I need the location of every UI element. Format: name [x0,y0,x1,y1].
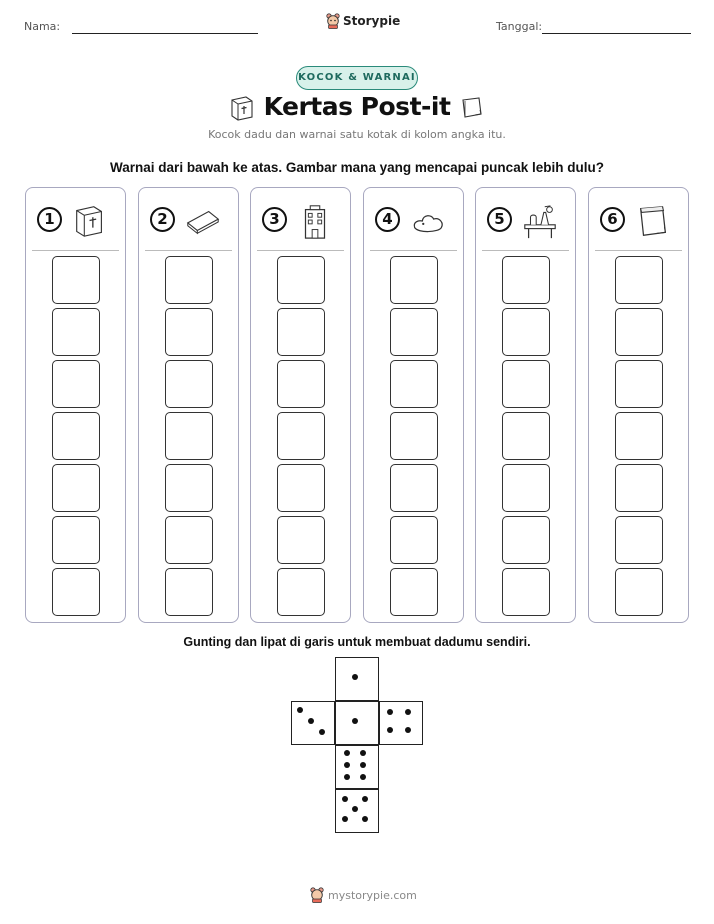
color-box[interactable] [52,516,100,564]
color-box[interactable] [390,516,438,564]
column-6 [588,187,689,623]
building-icon [295,202,335,240]
bible-icon [70,202,110,240]
dice-face-top [335,657,379,701]
brand-name: Storypie [343,14,401,28]
instruction: Warnai dari bawah ke atas. Gambar mana yang mencapai puncak lebih dulu? [110,160,604,175]
dice-pip [344,750,350,756]
date-label: Tanggal: [496,20,543,33]
dice-face-center [335,701,379,745]
column-2 [138,187,239,623]
dice-pip [405,727,411,733]
column-divider [145,250,232,251]
column-divider [370,250,457,251]
sticky-note-icon [459,95,485,121]
dice-pip [405,709,411,715]
column-1 [25,187,126,623]
color-box[interactable] [277,360,325,408]
dice-pip [352,674,358,680]
color-box[interactable] [165,256,213,304]
color-box[interactable] [390,412,438,460]
dice-pip [342,796,348,802]
dice-pip [319,729,325,735]
color-box[interactable] [615,412,663,460]
lab-table-icon [520,202,560,240]
column-number: 6 [600,207,625,232]
color-box[interactable] [390,568,438,616]
brand-logo [326,13,400,29]
activity-badge: KOCOK & WARNAI [296,66,418,90]
name-label: Nama: [24,20,61,33]
column-divider [32,250,119,251]
color-box[interactable] [52,256,100,304]
color-box[interactable] [502,568,550,616]
dice-pip [308,718,314,724]
color-box[interactable] [277,308,325,356]
color-box[interactable] [277,516,325,564]
color-box[interactable] [277,464,325,512]
dice-pip [297,707,303,713]
color-box[interactable] [502,516,550,564]
color-box[interactable] [502,360,550,408]
name-line[interactable] [72,33,258,34]
slime-icon [408,202,448,240]
dice-pip [362,816,368,822]
color-box[interactable] [502,308,550,356]
column-number: 1 [37,207,62,232]
column-number: 4 [375,207,400,232]
color-box[interactable] [502,256,550,304]
color-box[interactable] [165,568,213,616]
color-box[interactable] [52,464,100,512]
color-box[interactable] [165,360,213,408]
color-box[interactable] [277,412,325,460]
dice-face-left [291,701,335,745]
column-number: 2 [150,207,175,232]
column-5 [475,187,576,623]
dice-pip [360,774,366,780]
color-box[interactable] [52,360,100,408]
color-box[interactable] [502,464,550,512]
dice-pip [360,750,366,756]
column-divider [482,250,569,251]
dice-pip [344,774,350,780]
color-box[interactable] [277,256,325,304]
color-box[interactable] [165,464,213,512]
date-line[interactable] [542,33,691,34]
dice-face-bottom [335,789,379,833]
color-box[interactable] [615,360,663,408]
dice-face-right [379,701,423,745]
page-title: Kertas Post-it [263,92,451,121]
column-3 [250,187,351,623]
column-number: 3 [262,207,287,232]
color-box[interactable] [615,568,663,616]
column-divider [257,250,344,251]
dice-pip [352,718,358,724]
subtitle: Kocok dadu dan warnai satu kotak di kolom angka itu. [208,128,506,141]
color-box[interactable] [615,308,663,356]
notepad-icon [633,202,673,240]
color-box[interactable] [52,568,100,616]
column-divider [595,250,682,251]
color-box[interactable] [52,412,100,460]
dice-face-below-center [335,745,379,789]
color-box[interactable] [615,464,663,512]
dice-pip [387,709,393,715]
dice-caption: Gunting dan lipat di garis untuk membuat dadumu sendiri. [183,635,531,649]
color-box[interactable] [502,412,550,460]
color-box[interactable] [165,308,213,356]
storypie-logo-icon [310,887,324,903]
footer-url[interactable]: mystorypie.com [328,888,417,902]
color-box[interactable] [52,308,100,356]
color-box[interactable] [615,516,663,564]
sticky-note-icon [183,202,223,240]
color-box[interactable] [165,412,213,460]
dice-pip [352,806,358,812]
dice-pip [362,796,368,802]
color-box[interactable] [390,308,438,356]
column-4 [363,187,464,623]
color-box[interactable] [165,516,213,564]
storypie-logo-icon [326,13,340,29]
dice-pip [344,762,350,768]
column-number: 5 [487,207,512,232]
color-box[interactable] [277,568,325,616]
color-box[interactable] [390,464,438,512]
color-box[interactable] [390,360,438,408]
dice-pip [360,762,366,768]
footer [310,887,417,903]
dice-pip [342,816,348,822]
color-box[interactable] [390,256,438,304]
color-box[interactable] [615,256,663,304]
dice-pip [387,727,393,733]
